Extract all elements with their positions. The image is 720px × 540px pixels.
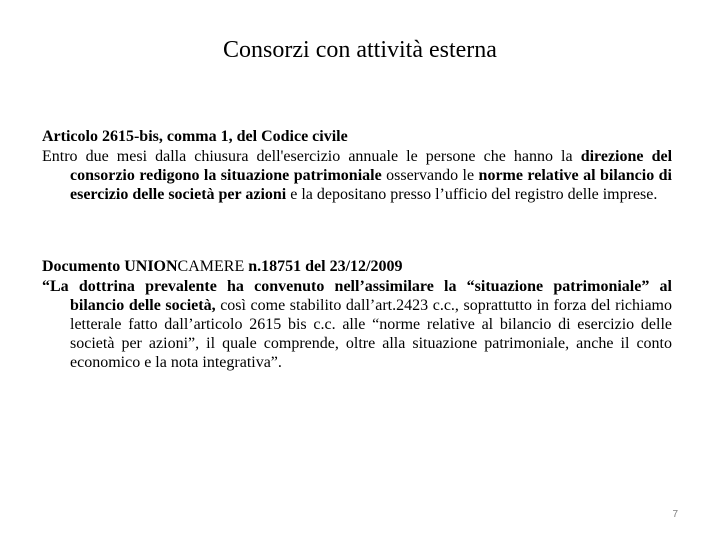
unioncamere-heading-part-2: CAMERE xyxy=(177,258,245,275)
civil-code-bold-1: direzione del consorzio redigono la situazione patrimoniale xyxy=(70,148,673,184)
unioncamere-section xyxy=(42,257,672,372)
unioncamere-quote-bold: “La dottrina prevalente ha convenuto nell’assimilare la “situazione patrimoniale” al bilancio delle società, xyxy=(42,278,672,314)
civil-code-bold-2: norme relative al bilancio di esercizio delle società per azioni xyxy=(70,167,673,203)
civil-code-text-1: Entro due mesi dalla chiusura dell'esercizio annuale le persone che hanno la xyxy=(42,148,581,165)
slide-title: Consorzi con attività esterna xyxy=(223,37,497,63)
civil-code-paragraph xyxy=(42,147,672,204)
civil-code-text-3: e la depositano presso l’ufficio del registro delle imprese. xyxy=(286,186,658,203)
unioncamere-quote-text: così come stabilito dall’art.2423 c.c., soprattutto in forza del richiamo letterale fatto dall’articolo 2615 bis c.c. alle “norme relative al bilancio di esercizio delle società per azioni”, il quale comprende, oltre alla situazione patrimoniale, anche il conto economico e la nota integrativa”. xyxy=(70,297,672,371)
unioncamere-quote-paragraph xyxy=(42,277,672,372)
unioncamere-heading-part-3: n.18751 del 23/12/2009 xyxy=(244,258,403,275)
page-number: 7 xyxy=(672,509,678,520)
civil-code-section xyxy=(42,127,672,204)
civil-code-text-2: osservando le xyxy=(381,167,479,184)
civil-code-heading: Articolo 2615-bis, comma 1, del Codice civile xyxy=(42,128,348,145)
unioncamere-heading-part-1: Documento UNION xyxy=(42,258,178,275)
unioncamere-heading xyxy=(42,257,672,276)
